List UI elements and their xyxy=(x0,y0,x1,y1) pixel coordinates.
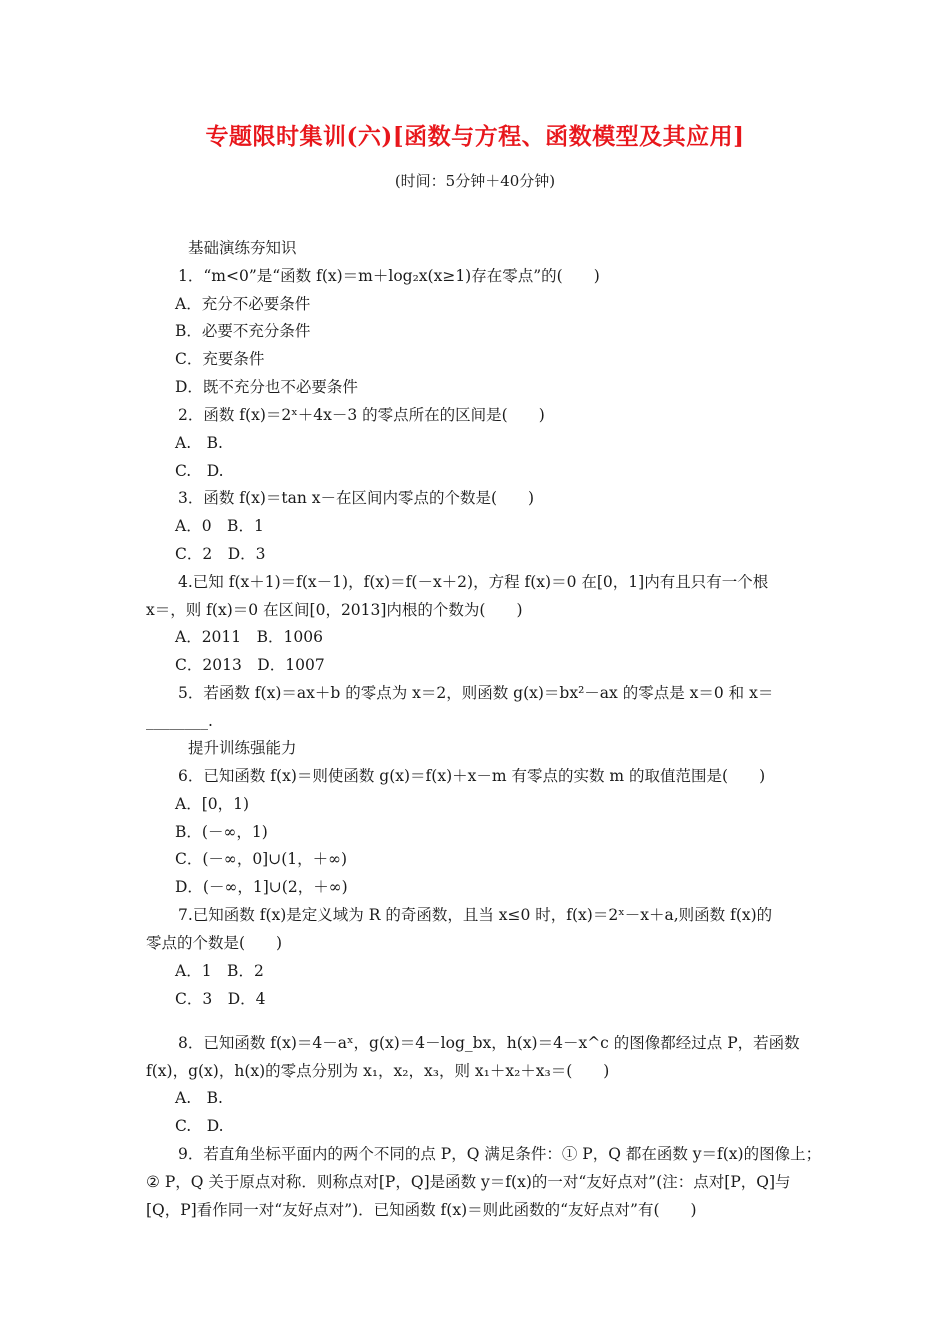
text-line: A. B. xyxy=(175,1089,223,1107)
text-line: A. B. xyxy=(175,434,223,452)
text-line: ② P，Q 关于原点对称．则称点对[P，Q]是函数 y＝f(x)的一对“友好点对”(注：点对[P，Q]与 xyxy=(146,1173,791,1191)
text-line: f(x)，g(x)，h(x)的零点分别为 x₁，x₂，x₃，则 x₁＋x₂＋x₃＝( ) xyxy=(146,1062,610,1080)
text-line: 7.已知函数 f(x)是定义域为 R 的奇函数，且当 x≤0 时，f(x)＝2ˣ－x＋a,则函数 f(x)的 xyxy=(178,906,773,924)
text-line: A．0 B．1 xyxy=(175,517,264,535)
text-line: A．充分不必要条件 xyxy=(175,295,311,313)
text-line: C．3 D．4 xyxy=(175,990,266,1008)
section-heading: 基础演练夯知识 xyxy=(188,239,297,257)
text-line: 8．已知函数 f(x)＝4－aˣ，g(x)＝4－log_bx，h(x)＝4－x^c 的图像都经过点 P，若函数 xyxy=(178,1034,800,1052)
section-heading: 提升训练强能力 xyxy=(188,739,297,757)
text-line: C. D. xyxy=(175,1117,224,1135)
text-line: 4.已知 f(x＋1)＝f(x－1)，f(x)＝f(－x＋2)，方程 f(x)＝0 在[0，1]内有且只有一个根 xyxy=(178,573,769,591)
text-line: A．1 B．2 xyxy=(175,962,264,980)
text-line: 9．若直角坐标平面内的两个不同的点 P，Q 满足条件：① P，Q 都在函数 y＝f(x)的图像上； xyxy=(178,1145,822,1163)
text-line: C. D. xyxy=(175,462,224,480)
text-line: 5．若函数 f(x)＝ax＋b 的零点为 x＝2，则函数 g(x)＝bx²－ax 的零点是 x＝0 和 x＝ xyxy=(178,684,774,702)
text-line: 2．函数 f(x)＝2ˣ＋4x－3 的零点所在的区间是( ) xyxy=(178,406,545,424)
text-line: A．[0，1) xyxy=(175,795,250,813)
text-line: D．(－∞，1]∪(2，＋∞) xyxy=(175,878,348,896)
text-line: C．充要条件 xyxy=(175,350,265,368)
text-line: 3．函数 f(x)＝tan x－在区间内零点的个数是( ) xyxy=(178,489,535,507)
text-line: 6．已知函数 f(x)＝则使函数 g(x)＝f(x)＋x－m 有零点的实数 m 的取值范围是( ) xyxy=(178,767,766,785)
text-line: x＝，则 f(x)＝0 在区间[0，2013]内根的个数为( ) xyxy=(146,601,523,619)
page-title: 专题限时集训(六)[函数与方程、函数模型及其应用] xyxy=(205,123,745,150)
text-line: B．必要不充分条件 xyxy=(175,322,311,340)
time-limit: (时间：5分钟＋40分钟) xyxy=(394,172,556,190)
text-line: [Q，P]看作同一对“友好点对”)．已知函数 f(x)＝则此函数的“友好点对”有( ) xyxy=(146,1201,697,1219)
text-line: A．2011 B．1006 xyxy=(175,628,323,646)
text-line: C．2 D．3 xyxy=(175,545,266,563)
text-line: ________. xyxy=(146,712,213,730)
text-line: B．(－∞，1) xyxy=(175,823,268,841)
text-line: D．既不充分也不必要条件 xyxy=(175,378,358,396)
text-line: C．2013 D．1007 xyxy=(175,656,325,674)
text-line: 1．“m<0”是“函数 f(x)＝m＋log₂x(x≥1)存在零点”的( ) xyxy=(178,267,600,285)
text-line: C．(－∞，0]∪(1，＋∞) xyxy=(175,850,348,868)
text-line: 零点的个数是( ) xyxy=(146,934,283,952)
